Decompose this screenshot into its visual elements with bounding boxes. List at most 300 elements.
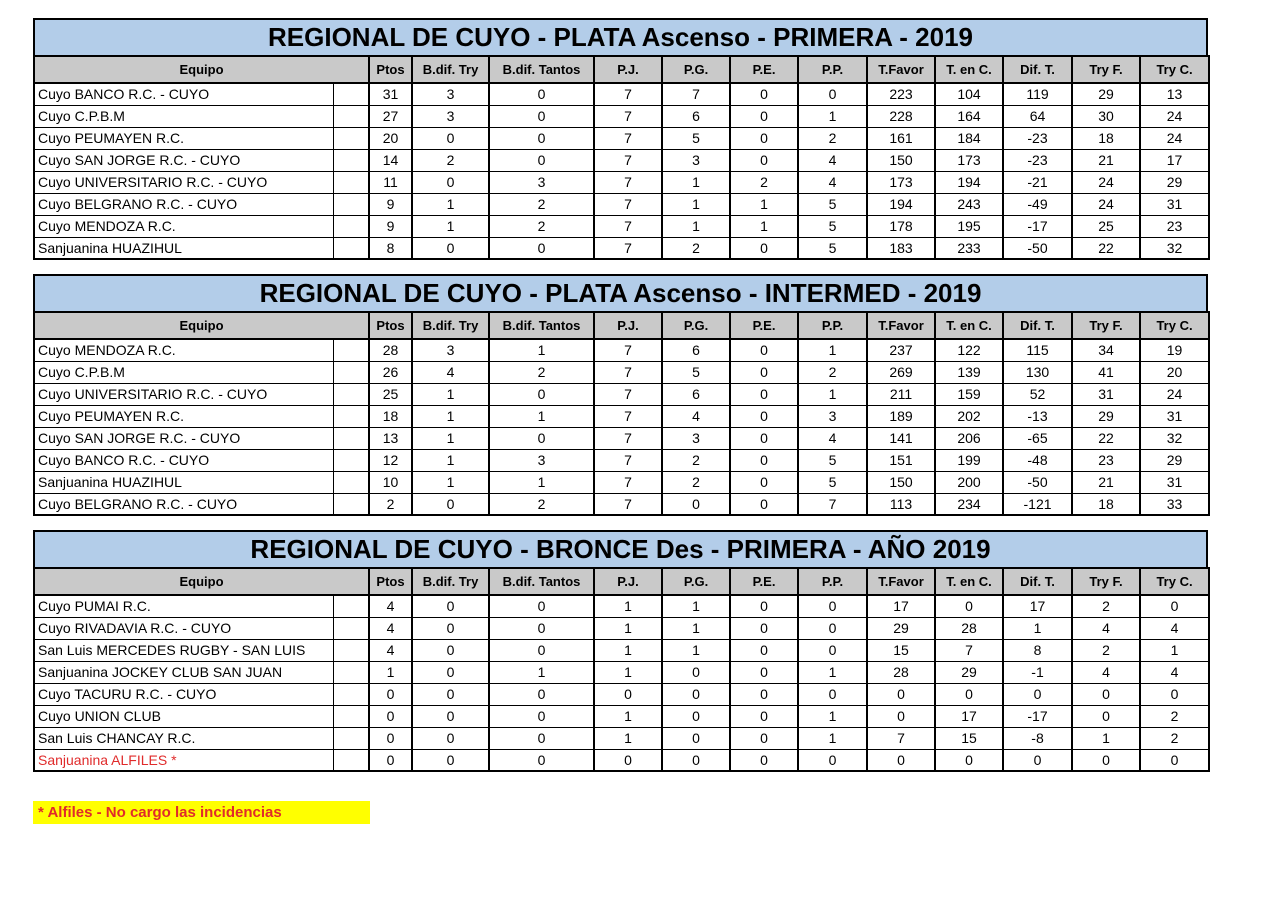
stat-cell: 0 <box>412 171 489 193</box>
spacer-cell <box>333 617 369 639</box>
stat-cell: 4 <box>412 361 489 383</box>
standings-grid <box>33 55 1210 260</box>
column-header-try-f: Try F. <box>1072 56 1140 83</box>
stat-cell: 17 <box>1003 595 1072 617</box>
stat-cell: 5 <box>798 449 867 471</box>
stat-cell: 7 <box>594 471 662 493</box>
stat-cell: 0 <box>730 405 798 427</box>
stat-cell: 1 <box>369 661 412 683</box>
stat-cell: 17 <box>1140 149 1209 171</box>
table-row <box>34 683 1209 705</box>
stat-cell: 150 <box>867 149 935 171</box>
stat-cell: 7 <box>594 405 662 427</box>
stat-cell: 7 <box>594 493 662 515</box>
column-header-p-e: P.E. <box>730 568 798 595</box>
stat-cell: 0 <box>798 683 867 705</box>
stat-cell: 1 <box>412 193 489 215</box>
stat-cell: 228 <box>867 105 935 127</box>
stat-cell: 2 <box>730 171 798 193</box>
team-name-cell: Cuyo SAN JORGE R.C. - CUYO <box>34 149 333 171</box>
stat-cell: 4 <box>369 595 412 617</box>
team-name-cell: Cuyo MENDOZA R.C. <box>34 215 333 237</box>
stat-cell: 173 <box>935 149 1003 171</box>
stat-cell: 0 <box>730 639 798 661</box>
stat-cell: 15 <box>935 727 1003 749</box>
stat-cell: 7 <box>594 427 662 449</box>
column-header-t-favor: T.Favor <box>867 312 935 339</box>
stat-cell: 2 <box>798 127 867 149</box>
standings-grid <box>33 567 1210 772</box>
stat-cell: -13 <box>1003 405 1072 427</box>
column-header-t-favor: T.Favor <box>867 568 935 595</box>
table-row <box>34 471 1209 493</box>
table-row <box>34 661 1209 683</box>
stat-cell: 15 <box>867 639 935 661</box>
stat-cell: 5 <box>798 471 867 493</box>
stat-cell: 29 <box>1140 449 1209 471</box>
spacer-cell <box>333 83 369 105</box>
stat-cell: 7 <box>594 339 662 361</box>
stat-cell: 7 <box>594 383 662 405</box>
stat-cell: 31 <box>1140 471 1209 493</box>
stat-cell: 184 <box>935 127 1003 149</box>
spacer-cell <box>333 595 369 617</box>
spacer-cell <box>333 193 369 215</box>
stat-cell: 9 <box>369 215 412 237</box>
table-row <box>34 193 1209 215</box>
stat-cell: 141 <box>867 427 935 449</box>
table-row <box>34 127 1209 149</box>
stat-cell: 0 <box>489 683 594 705</box>
stat-cell: 183 <box>867 237 935 259</box>
stat-cell: -49 <box>1003 193 1072 215</box>
team-name-cell: Sanjuanina JOCKEY CLUB SAN JUAN <box>34 661 333 683</box>
stat-cell: 1 <box>1003 617 1072 639</box>
table-row <box>34 449 1209 471</box>
team-name-cell: Cuyo SAN JORGE R.C. - CUYO <box>34 427 333 449</box>
team-name-cell: Cuyo C.P.B.M <box>34 105 333 127</box>
stat-cell: 1 <box>1140 639 1209 661</box>
stat-cell: 24 <box>1140 383 1209 405</box>
stat-cell: 0 <box>489 705 594 727</box>
stat-cell: 26 <box>369 361 412 383</box>
stat-cell: 20 <box>1140 361 1209 383</box>
spacer-cell <box>333 237 369 259</box>
table-row <box>34 705 1209 727</box>
spacer-cell <box>333 705 369 727</box>
team-name-cell: Cuyo BELGRANO R.C. - CUYO <box>34 493 333 515</box>
stat-cell: 2 <box>1072 639 1140 661</box>
column-header-b-dif-tantos: B.dif. Tantos <box>489 56 594 83</box>
stat-cell: 7 <box>594 127 662 149</box>
stat-cell: 206 <box>935 427 1003 449</box>
stat-cell: 0 <box>730 149 798 171</box>
stat-cell: 29 <box>1140 171 1209 193</box>
team-name-cell: Sanjuanina ALFILES * <box>34 749 333 771</box>
team-name-cell: Cuyo MENDOZA R.C. <box>34 339 333 361</box>
team-name-cell: Cuyo BELGRANO R.C. - CUYO <box>34 193 333 215</box>
stat-cell: 0 <box>730 427 798 449</box>
stat-cell: 1 <box>412 471 489 493</box>
team-name-cell: Cuyo RIVADAVIA R.C. - CUYO <box>34 617 333 639</box>
stat-cell: 2 <box>1072 595 1140 617</box>
stat-cell: 29 <box>1072 405 1140 427</box>
stat-cell: 31 <box>369 83 412 105</box>
column-header-b-dif-try: B.dif. Try <box>412 312 489 339</box>
stat-cell: 130 <box>1003 361 1072 383</box>
column-header-p-e: P.E. <box>730 56 798 83</box>
stat-cell: 1 <box>662 617 730 639</box>
team-name-cell: Cuyo PUMAI R.C. <box>34 595 333 617</box>
stat-cell: 0 <box>662 727 730 749</box>
column-header-p-g: P.G. <box>662 56 730 83</box>
stat-cell: 0 <box>489 105 594 127</box>
standings-grid <box>33 311 1210 516</box>
stat-cell: 33 <box>1140 493 1209 515</box>
stat-cell: 3 <box>412 339 489 361</box>
column-header-b-dif-tantos: B.dif. Tantos <box>489 312 594 339</box>
stat-cell: 0 <box>798 617 867 639</box>
stat-cell: 189 <box>867 405 935 427</box>
stat-cell: 24 <box>1072 171 1140 193</box>
stat-cell: 0 <box>798 83 867 105</box>
stat-cell: 3 <box>489 449 594 471</box>
stat-cell: 7 <box>594 361 662 383</box>
stat-cell: 9 <box>369 193 412 215</box>
stat-cell: 3 <box>662 427 730 449</box>
stat-cell: 0 <box>369 705 412 727</box>
stat-cell: 164 <box>935 105 1003 127</box>
column-header-p-j: P.J. <box>594 568 662 595</box>
team-name-cell: San Luis CHANCAY R.C. <box>34 727 333 749</box>
stat-cell: 0 <box>730 661 798 683</box>
stat-cell: 31 <box>1140 193 1209 215</box>
stat-cell: 25 <box>369 383 412 405</box>
spacer-cell <box>333 361 369 383</box>
stat-cell: 0 <box>730 617 798 639</box>
column-header-dif-t: Dif. T. <box>1003 568 1072 595</box>
stat-cell: 0 <box>412 749 489 771</box>
spacer-cell <box>333 339 369 361</box>
table-row <box>34 149 1209 171</box>
stat-cell: 0 <box>798 749 867 771</box>
stat-cell: 0 <box>730 705 798 727</box>
stat-cell: 28 <box>867 661 935 683</box>
stat-cell: 151 <box>867 449 935 471</box>
stat-cell: 29 <box>1072 83 1140 105</box>
team-name-cell: San Luis MERCEDES RUGBY - SAN LUIS <box>34 639 333 661</box>
stat-cell: 113 <box>867 493 935 515</box>
stat-cell: 7 <box>594 105 662 127</box>
column-header-p-g: P.G. <box>662 312 730 339</box>
stat-cell: 4 <box>1140 617 1209 639</box>
stat-cell: 8 <box>369 237 412 259</box>
stat-cell: 122 <box>935 339 1003 361</box>
stat-cell: 6 <box>662 339 730 361</box>
stat-cell: 0 <box>730 339 798 361</box>
stat-cell: 0 <box>369 727 412 749</box>
stat-cell: 7 <box>594 449 662 471</box>
stat-cell: 0 <box>730 683 798 705</box>
table-row <box>34 427 1209 449</box>
stat-cell: 0 <box>369 749 412 771</box>
stat-cell: -65 <box>1003 427 1072 449</box>
stat-cell: 2 <box>662 449 730 471</box>
stat-cell: 0 <box>489 237 594 259</box>
column-header-ptos: Ptos <box>369 56 412 83</box>
spacer-cell <box>333 127 369 149</box>
stat-cell: 6 <box>662 105 730 127</box>
spacer-cell <box>333 749 369 771</box>
stat-cell: 0 <box>1140 749 1209 771</box>
stat-cell: 3 <box>489 171 594 193</box>
stat-cell: 178 <box>867 215 935 237</box>
table-row <box>34 339 1209 361</box>
stat-cell: 1 <box>730 215 798 237</box>
stat-cell: 195 <box>935 215 1003 237</box>
team-name-cell: Cuyo UNION CLUB <box>34 705 333 727</box>
stat-cell: 1 <box>730 193 798 215</box>
stat-cell: 0 <box>594 683 662 705</box>
stat-cell: 0 <box>935 595 1003 617</box>
stat-cell: 0 <box>730 383 798 405</box>
stat-cell: 1 <box>489 661 594 683</box>
stat-cell: 13 <box>369 427 412 449</box>
stat-cell: -50 <box>1003 237 1072 259</box>
stat-cell: 104 <box>935 83 1003 105</box>
stat-cell: 2 <box>662 237 730 259</box>
stat-cell: 0 <box>867 705 935 727</box>
stat-cell: 28 <box>935 617 1003 639</box>
stat-cell: 7 <box>798 493 867 515</box>
stat-cell: 1 <box>662 639 730 661</box>
spacer-cell <box>333 493 369 515</box>
stat-cell: 4 <box>369 617 412 639</box>
stat-cell: 41 <box>1072 361 1140 383</box>
table-row <box>34 215 1209 237</box>
spacer-cell <box>333 383 369 405</box>
stat-cell: 10 <box>369 471 412 493</box>
stat-cell: 5 <box>662 361 730 383</box>
stat-cell: 4 <box>369 639 412 661</box>
stat-cell: 0 <box>730 237 798 259</box>
standings-table-plata-intermedia <box>33 274 1208 516</box>
stat-cell: 1 <box>489 339 594 361</box>
stat-cell: 1 <box>594 595 662 617</box>
stat-cell: 17 <box>867 595 935 617</box>
column-header-dif-t: Dif. T. <box>1003 56 1072 83</box>
stat-cell: 202 <box>935 405 1003 427</box>
column-header-b-dif-try: B.dif. Try <box>412 568 489 595</box>
column-header-try-c: Try C. <box>1140 312 1209 339</box>
column-header-b-dif-tantos: B.dif. Tantos <box>489 568 594 595</box>
stat-cell: 5 <box>798 193 867 215</box>
stat-cell: 4 <box>1072 617 1140 639</box>
standings-table-bronce-primera <box>33 530 1208 772</box>
stat-cell: 234 <box>935 493 1003 515</box>
stat-cell: 119 <box>1003 83 1072 105</box>
stat-cell: -21 <box>1003 171 1072 193</box>
team-name-cell: Cuyo UNIVERSITARIO R.C. - CUYO <box>34 171 333 193</box>
column-header-ptos: Ptos <box>369 312 412 339</box>
column-header-t-favor: T.Favor <box>867 56 935 83</box>
stat-cell: 1 <box>798 383 867 405</box>
stat-cell: 0 <box>369 683 412 705</box>
stat-cell: 1 <box>412 215 489 237</box>
stat-cell: 1 <box>798 705 867 727</box>
stat-cell: 1 <box>594 705 662 727</box>
stat-cell: -48 <box>1003 449 1072 471</box>
stat-cell: 1 <box>662 171 730 193</box>
stat-cell: 0 <box>1072 749 1140 771</box>
stat-cell: 0 <box>412 237 489 259</box>
stat-cell: 0 <box>730 449 798 471</box>
stat-cell: 139 <box>935 361 1003 383</box>
stat-cell: 7 <box>594 171 662 193</box>
stat-cell: 11 <box>369 171 412 193</box>
stat-cell: 4 <box>798 171 867 193</box>
stat-cell: 0 <box>662 683 730 705</box>
stat-cell: 25 <box>1072 215 1140 237</box>
stat-cell: 18 <box>1072 493 1140 515</box>
stat-cell: 0 <box>1140 683 1209 705</box>
stat-cell: 2 <box>798 361 867 383</box>
stat-cell: 28 <box>369 339 412 361</box>
team-name-cell: Sanjuanina HUAZIHUL <box>34 471 333 493</box>
stat-cell: 0 <box>594 749 662 771</box>
stat-cell: 52 <box>1003 383 1072 405</box>
stat-cell: 0 <box>489 83 594 105</box>
stat-cell: 1 <box>662 193 730 215</box>
stat-cell: 173 <box>867 171 935 193</box>
column-header-p-p: P.P. <box>798 56 867 83</box>
stat-cell: 4 <box>798 427 867 449</box>
team-name-cell: Cuyo C.P.B.M <box>34 361 333 383</box>
stat-cell: -8 <box>1003 727 1072 749</box>
stat-cell: 7 <box>935 639 1003 661</box>
stat-cell: 0 <box>412 127 489 149</box>
spacer-cell <box>333 105 369 127</box>
team-name-cell: Cuyo BANCO R.C. - CUYO <box>34 83 333 105</box>
stat-cell: 237 <box>867 339 935 361</box>
stat-cell: 24 <box>1140 105 1209 127</box>
stat-cell: 21 <box>1072 471 1140 493</box>
stat-cell: -17 <box>1003 705 1072 727</box>
stat-cell: 4 <box>798 149 867 171</box>
stat-cell: 0 <box>730 727 798 749</box>
stat-cell: 20 <box>369 127 412 149</box>
stat-cell: 1 <box>594 661 662 683</box>
stat-cell: 1 <box>489 405 594 427</box>
stat-cell: 3 <box>662 149 730 171</box>
spacer-cell <box>333 427 369 449</box>
stat-cell: 30 <box>1072 105 1140 127</box>
stat-cell: 24 <box>1072 193 1140 215</box>
stat-cell: 12 <box>369 449 412 471</box>
column-header-equipo: Equipo <box>34 312 369 339</box>
stat-cell: 0 <box>489 595 594 617</box>
stat-cell: 7 <box>594 83 662 105</box>
stat-cell: 19 <box>1140 339 1209 361</box>
column-header-p-p: P.P. <box>798 568 867 595</box>
stat-cell: 2 <box>489 215 594 237</box>
stat-cell: 194 <box>867 193 935 215</box>
stat-cell: 200 <box>935 471 1003 493</box>
team-name-cell: Cuyo TACURU R.C. - CUYO <box>34 683 333 705</box>
stat-cell: 4 <box>1072 661 1140 683</box>
stat-cell: 0 <box>730 361 798 383</box>
stat-cell: 269 <box>867 361 935 383</box>
stat-cell: 23 <box>1072 449 1140 471</box>
stat-cell: 0 <box>489 639 594 661</box>
stat-cell: 199 <box>935 449 1003 471</box>
standings-table-plata-primera <box>33 18 1208 260</box>
table-row <box>34 237 1209 259</box>
table-row <box>34 617 1209 639</box>
stat-cell: 7 <box>594 237 662 259</box>
stat-cell: 22 <box>1072 427 1140 449</box>
stat-cell: 2 <box>662 471 730 493</box>
spacer-cell <box>333 661 369 683</box>
stat-cell: 0 <box>662 661 730 683</box>
stat-cell: 32 <box>1140 237 1209 259</box>
stat-cell: 1 <box>1072 727 1140 749</box>
stat-cell: 243 <box>935 193 1003 215</box>
stat-cell: 0 <box>412 705 489 727</box>
stat-cell: 0 <box>935 683 1003 705</box>
stat-cell: 18 <box>369 405 412 427</box>
stat-cell: 0 <box>798 639 867 661</box>
stat-cell: -121 <box>1003 493 1072 515</box>
stat-cell: 7 <box>662 83 730 105</box>
stat-cell: 0 <box>662 705 730 727</box>
team-name-cell: Sanjuanina HUAZIHUL <box>34 237 333 259</box>
stat-cell: 0 <box>730 749 798 771</box>
stat-cell: 29 <box>867 617 935 639</box>
stat-cell: 211 <box>867 383 935 405</box>
stat-cell: 0 <box>662 749 730 771</box>
stat-cell: 1 <box>412 427 489 449</box>
stat-cell: 1 <box>594 727 662 749</box>
stat-cell: 24 <box>1140 127 1209 149</box>
stat-cell: 23 <box>1140 215 1209 237</box>
stat-cell: 4 <box>1140 661 1209 683</box>
stat-cell: 17 <box>935 705 1003 727</box>
stat-cell: 0 <box>489 127 594 149</box>
column-header-equipo: Equipo <box>34 568 369 595</box>
stat-cell: 1 <box>489 471 594 493</box>
column-header-t-en-c: T. en C. <box>935 568 1003 595</box>
stat-cell: 27 <box>369 105 412 127</box>
stat-cell: 31 <box>1072 383 1140 405</box>
stat-cell: 2 <box>489 193 594 215</box>
table-title: REGIONAL DE CUYO - BRONCE Des - PRIMERA - AÑO 2019 <box>33 530 1208 567</box>
stat-cell: 14 <box>369 149 412 171</box>
stat-cell: 1 <box>798 661 867 683</box>
stat-cell: 194 <box>935 171 1003 193</box>
table-title: REGIONAL DE CUYO - PLATA Ascenso - PRIMERA - 2019 <box>33 18 1208 55</box>
table-row <box>34 361 1209 383</box>
stat-cell: -23 <box>1003 149 1072 171</box>
table-row <box>34 493 1209 515</box>
stat-cell: 2 <box>412 149 489 171</box>
column-header-equipo: Equipo <box>34 56 369 83</box>
stat-cell: 0 <box>730 83 798 105</box>
table-title: REGIONAL DE CUYO - PLATA Ascenso - INTERMED - 2019 <box>33 274 1208 311</box>
stat-cell: 1 <box>594 639 662 661</box>
stat-cell: 233 <box>935 237 1003 259</box>
stat-cell: 0 <box>1003 749 1072 771</box>
